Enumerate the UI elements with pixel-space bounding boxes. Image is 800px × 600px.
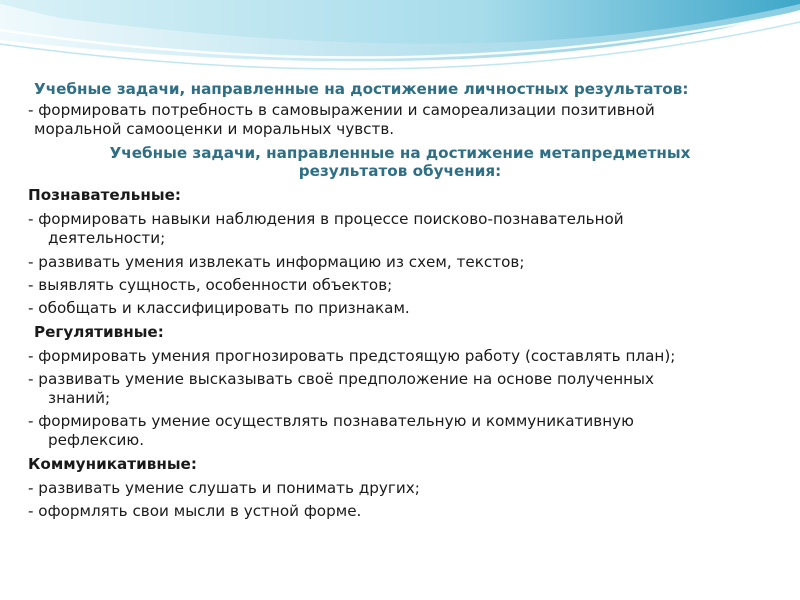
cognitive-item-1-line1: - формировать навыки наблюдения в процессе поисково-познавательной	[28, 210, 624, 228]
regulatory-item-2-line1: - развивать умение высказывать своё предположение на основе полученных	[28, 370, 655, 388]
communicative-item-2: - оформлять свои мысли в устной форме.	[28, 502, 362, 520]
communicative-section-title: Коммуникативные:	[28, 455, 197, 473]
regulatory-item-3-line1: - формировать умение осуществлять познавательную и коммуникативную	[28, 412, 634, 430]
regulatory-item-2-line2: знаний;	[48, 389, 111, 407]
cognitive-item-4: - обобщать и классифицировать по признакам.	[28, 299, 410, 317]
metasubject-heading-line1: Учебные задачи, направленные на достижение метапредметных	[109, 144, 691, 162]
communicative-item-1: - развивать умение слушать и понимать других;	[28, 479, 420, 497]
metasubject-heading-line2: результатов обучения:	[298, 162, 502, 180]
cognitive-item-1-line2: деятельности;	[48, 229, 166, 247]
regulatory-section-title: Регулятивные:	[34, 323, 164, 341]
regulatory-item-3-line2: рефлексию.	[48, 431, 145, 449]
personal-results-heading: Учебные задачи, направленные на достижение личностных результатов:	[34, 80, 689, 98]
cognitive-item-2: - развивать умения извлекать информацию из схем, текстов;	[28, 253, 525, 271]
cognitive-item-3: - выявлять сущность, особенности объектов;	[28, 276, 393, 294]
regulatory-item-1: - формировать умения прогнозировать предстоящую работу (составлять план);	[28, 347, 676, 365]
cognitive-section-title: Познавательные:	[28, 186, 182, 204]
personal-item-line2: моральной самооценки и моральных чувств.	[34, 120, 395, 138]
personal-item-line1: - формировать потребность в самовыражении и самореализации позитивной	[28, 101, 655, 119]
